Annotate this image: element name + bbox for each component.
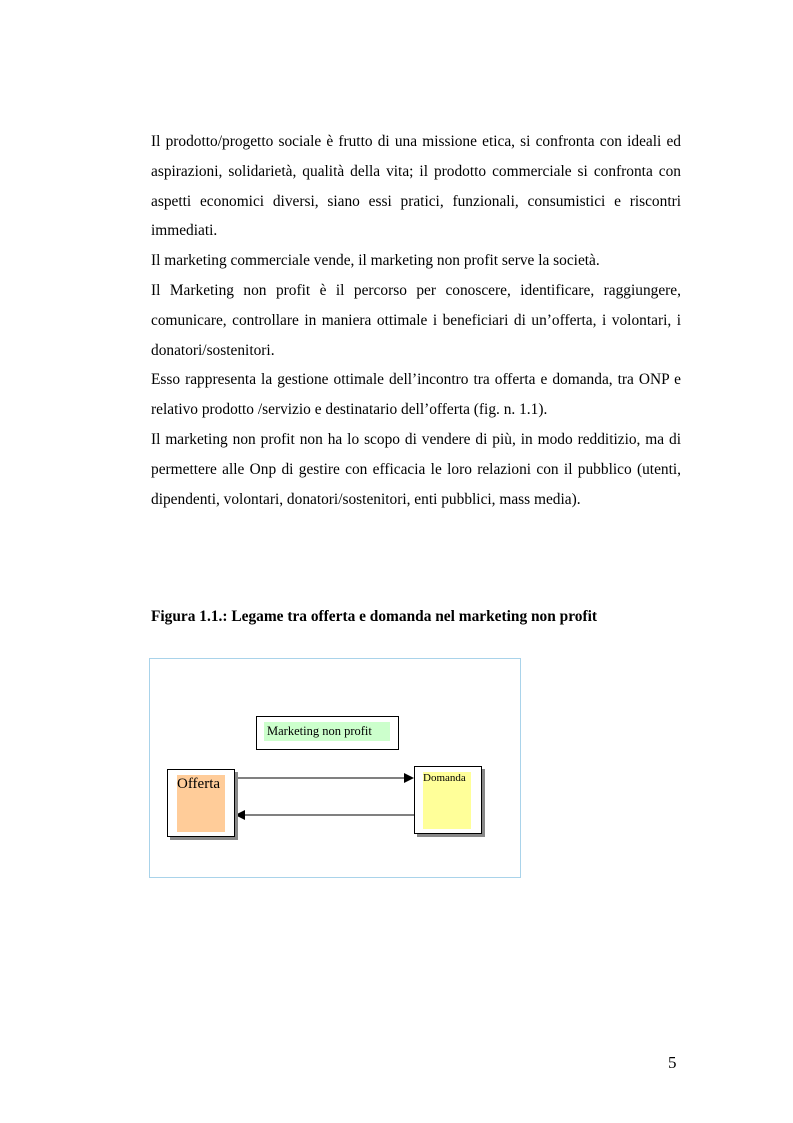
domanda-node xyxy=(414,766,482,834)
body-text xyxy=(151,127,681,514)
marketing-non-profit-label: Marketing non profit xyxy=(264,722,390,741)
paragraph-3: Il Marketing non profit è il percorso per conoscere, identificare, raggiungere, comunicare, controllare in maniera ottimale i beneficiari di un’offerta, i volontari, i donatori/sostenitori. xyxy=(151,281,681,359)
paragraph-4: Esso rappresenta la gestione ottimale dell’incontro tra offerta e domanda, tra ONP e relativo prodotto /servizio e destinatario dell’offerta (fig. n. 1.1). xyxy=(151,371,681,419)
offerta-node xyxy=(167,769,235,837)
paragraph-1: Il prodotto/progetto sociale è frutto di una missione etica, si confronta con ideali ed aspirazioni, solidarietà, qualità della vita; il prodotto commerciale si confronta con aspetti economici diversi, siano essi pratici, funzionali, consumistici e riscontri immediati. xyxy=(151,133,681,240)
paragraph-2: Il marketing commerciale vende, il marketing non profit serve la società. xyxy=(151,252,600,270)
figure-caption: Figura 1.1.: Legame tra offerta e domanda nel marketing non profit xyxy=(151,608,597,625)
page-number: 5 xyxy=(668,1053,677,1072)
marketing-non-profit-box xyxy=(256,716,399,750)
offerta-label: Offerta xyxy=(177,776,221,792)
domanda-label: Domanda xyxy=(423,772,466,784)
paragraph-5: Il marketing non profit non ha lo scopo di vendere di più, in modo redditizio, ma di permettere alle Onp di gestire con efficacia le loro relazioni con il pubblico (utenti, dipendenti, volontari, donatori/sostenitori, enti pubblici, mass media). xyxy=(151,430,681,508)
figure-diagram xyxy=(149,658,521,878)
